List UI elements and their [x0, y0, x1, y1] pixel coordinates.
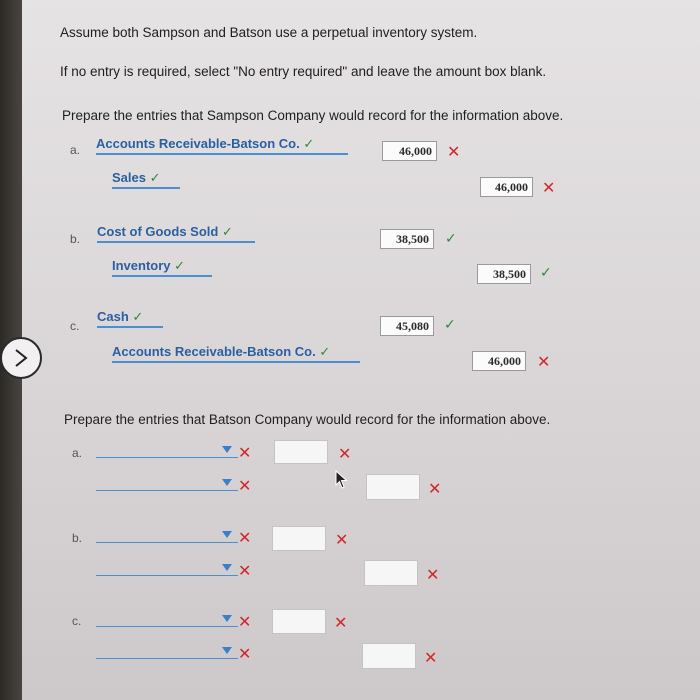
batson-b-debit-amount[interactable]	[272, 526, 326, 551]
check-icon: ✓	[221, 224, 233, 239]
sampson-a-credit-amount[interactable]: 46,000	[480, 177, 533, 197]
batson-a-debit-dropdown[interactable]	[96, 443, 238, 458]
check-icon: ✓	[540, 264, 552, 280]
batson-c-credit-dropdown[interactable]	[96, 644, 238, 659]
wrong-icon: ✕	[334, 615, 348, 632]
chevron-down-icon	[222, 615, 232, 622]
chevron-down-icon	[222, 479, 232, 486]
previous-button[interactable]	[0, 337, 42, 379]
batson-a-credit-dropdown[interactable]	[96, 476, 238, 491]
chevron-down-icon	[222, 647, 232, 654]
check-icon: ✓	[303, 136, 315, 151]
batson-c-debit-amount[interactable]	[272, 609, 326, 634]
batson-b-credit-amount[interactable]	[364, 560, 418, 586]
sampson-c-debit-amount[interactable]: 45,080	[380, 316, 434, 336]
check-icon: ✓	[132, 309, 144, 324]
check-icon: ✓	[444, 316, 456, 332]
chevron-down-icon	[222, 531, 232, 538]
wrong-icon: ✕	[238, 646, 252, 663]
wrong-icon: ✕	[428, 481, 442, 498]
batson-c-credit-amount[interactable]	[362, 643, 416, 669]
batson-c-debit-dropdown[interactable]	[96, 612, 238, 627]
wrong-icon: ✕	[424, 650, 438, 667]
batson-b-credit-dropdown[interactable]	[96, 561, 238, 576]
batson-b-debit-dropdown[interactable]	[96, 528, 238, 543]
wrong-icon: ✕	[426, 567, 440, 584]
wrong-icon: ✕	[338, 446, 352, 463]
sampson-prompt: Prepare the entries that Sampson Company would record for the information above.	[62, 108, 564, 123]
wrong-icon: ✕	[238, 563, 252, 580]
sampson-c-label: c.	[70, 319, 80, 333]
wrong-icon: ✕	[447, 144, 461, 161]
check-icon: ✓	[319, 344, 331, 359]
batson-a-credit-amount[interactable]	[366, 474, 420, 500]
sampson-b-debit-account[interactable]: Cost of Goods Sold ✓	[97, 224, 255, 243]
sampson-c-debit-account[interactable]: Cash ✓	[97, 309, 163, 328]
screen	[22, 0, 700, 700]
batson-c-label: c.	[72, 614, 82, 628]
sampson-a-debit-account[interactable]: Accounts Receivable-Batson Co. ✓	[96, 136, 348, 155]
mouse-cursor-icon	[335, 470, 349, 490]
batson-a-debit-amount[interactable]	[274, 440, 328, 464]
sampson-b-label: b.	[70, 232, 81, 246]
instruction-text-1: Assume both Sampson and Batson use a perpetual inventory system.	[60, 25, 478, 40]
batson-a-label: a.	[72, 446, 83, 460]
instruction-text-2: If no entry is required, select "No entry required" and leave the amount box blank.	[60, 64, 547, 79]
wrong-icon: ✕	[542, 180, 556, 197]
wrong-icon: ✕	[238, 478, 252, 495]
chevron-right-icon	[12, 348, 30, 368]
wrong-icon: ✕	[238, 530, 252, 547]
check-icon: ✓	[174, 258, 186, 273]
wrong-icon: ✕	[537, 354, 551, 371]
wrong-icon: ✕	[238, 614, 252, 631]
check-icon: ✓	[149, 170, 161, 185]
batson-prompt: Prepare the entries that Batson Company would record for the information above.	[64, 412, 551, 427]
chevron-down-icon	[222, 446, 232, 453]
chevron-down-icon	[222, 564, 232, 571]
sampson-c-credit-account[interactable]: Accounts Receivable-Batson Co. ✓	[112, 344, 360, 363]
sampson-b-credit-account[interactable]: Inventory ✓	[112, 258, 212, 277]
sampson-a-credit-account[interactable]: Sales ✓	[112, 170, 180, 189]
sampson-a-debit-amount[interactable]: 46,000	[382, 141, 437, 161]
sampson-c-credit-amount[interactable]: 46,000	[472, 351, 526, 371]
check-icon: ✓	[445, 230, 457, 246]
sampson-b-credit-amount[interactable]: 38,500	[477, 264, 531, 284]
wrong-icon: ✕	[335, 532, 349, 549]
batson-b-label: b.	[72, 531, 83, 545]
sampson-b-debit-amount[interactable]: 38,500	[380, 229, 434, 249]
wrong-icon: ✕	[238, 445, 252, 462]
sampson-a-label: a.	[70, 143, 81, 157]
